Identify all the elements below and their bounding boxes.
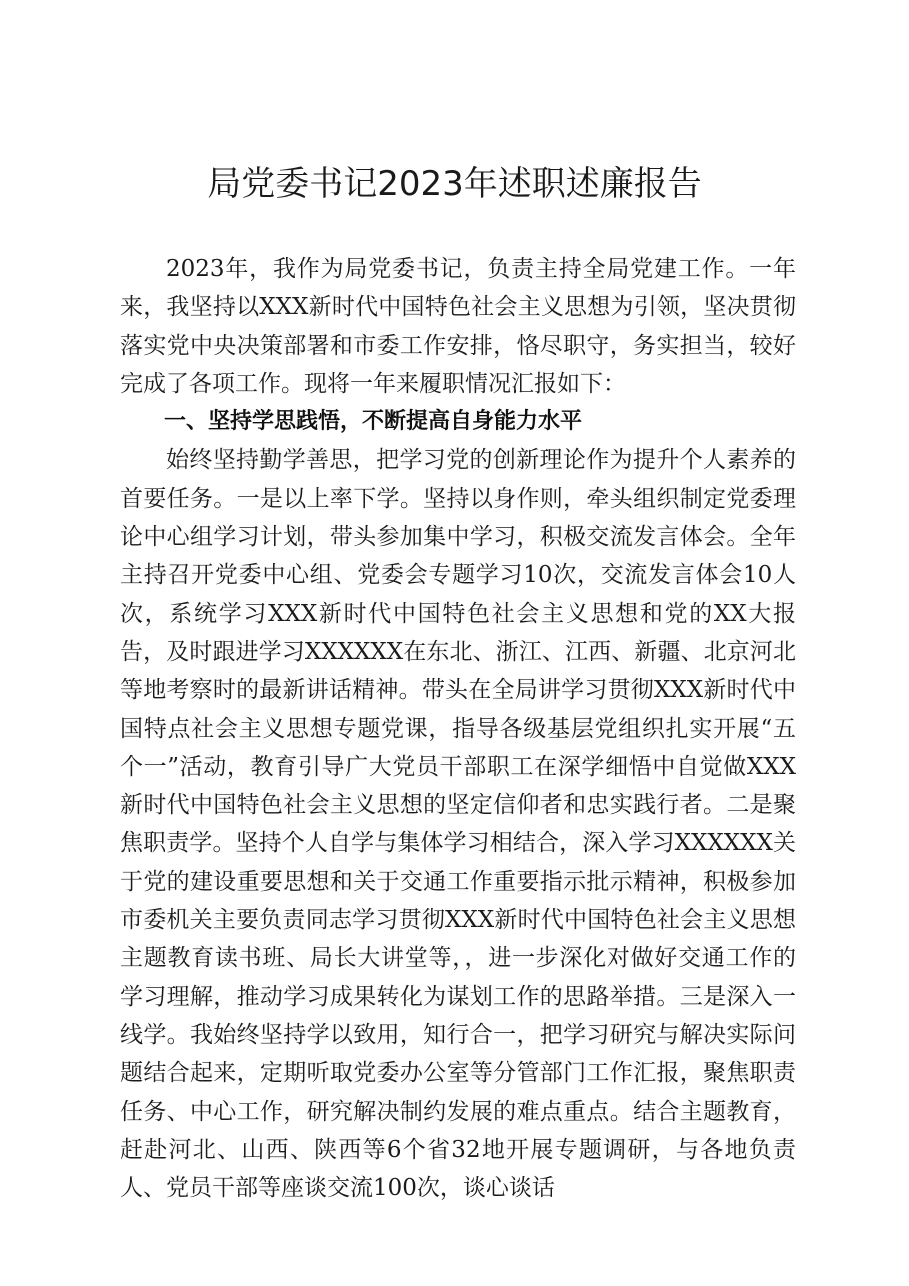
document-body — [120, 250, 796, 1207]
intro-paragraph: 2023年，我作为局党委书记，负责主持全局党建工作。一年来，我坚持以XXX新时代中国特色社会主义思想为引领，坚决贯彻落实党中央决策部署和市委工作安排，恪尽职守，务实担当，较好完成了各项工作。现将一年来履职情况汇报如下： — [120, 256, 796, 397]
section-paragraph: 始终坚持勤学善思，把学习党的创新理论作为提升个人素养的首要任务。一是以上率下学。坚持以身作则，牵头组织制定党委理论中心组学习计划，带头参加集中学习，积极交流发言体会。全年主持召开党委中心组、党委会专题学习10次，交流发言体会10人次，系统学习XXX新时代中国特色社会主义思想和党的XX大报告，及时跟进学习XXXXXX在东北、浙江、江西、新疆、北京河北等地考察时的最新讲话精神。带头在全局讲学习贯彻XXX新时代中国特点社会主义思想专题党课，指导各级基层党组织扎实开展“五个一”活动，教育引导广大党员干部职工在深学细悟中自觉做XXX新时代中国特色社会主义思想的坚定信仰者和忠实践行者。二是聚焦职责学。坚持个人自学与集体学习相结合，深入学习XXXXXX关于党的建设重要思想和关于交通工作重要指示批示精神，积极参加市委机关主要负责同志学习贯彻XXX新时代中国特色社会主义思想主题教育读书班、局长大讲堂等，，进一步深化对做好交通工作的学习理解，推动学习成果转化为谋划工作的思路举措。三是深入一线学。我始终坚持学以致用，知行合一，把学习研究与解决实际问题结合起来，定期听取党委办公室等分管部门工作汇报，聚焦职责任务、中心工作，研究解决制约发展的难点重点。结合主题教育，赶赴河北、山西、陕西等6个省32地开展专题调研，与各地负责人、党员干部等座谈交流100次，谈心谈话 — [120, 447, 796, 1202]
document-title: 局党委书记2023年述职述廉报告 — [207, 164, 702, 204]
section-heading: 一、坚持学思践悟，不断提高自身能力水平 — [164, 409, 583, 435]
